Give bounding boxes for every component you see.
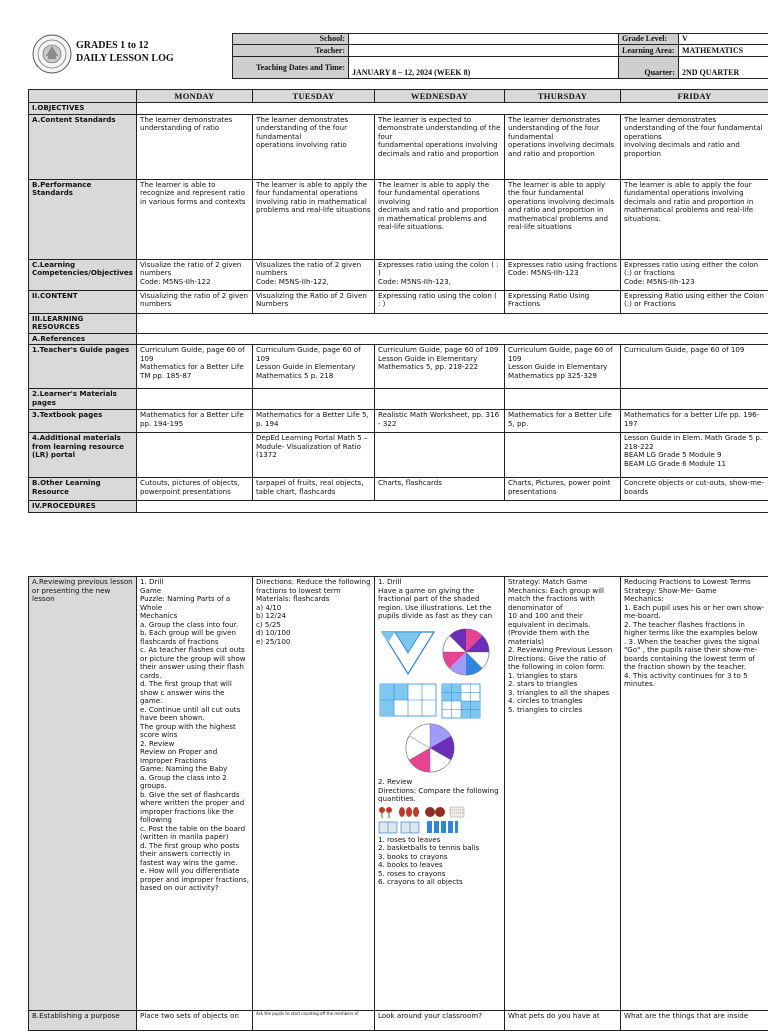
reviewing-thursday: Strategy: Match Game Mechanics: Each group will match the fractions with denominator of 10 and 100 and their equivalent in decimals. (Provide them with the materials) 2. Reviewing Previous Lesson Directions: Give the ratio of the following in colon form: 1. triangles to stars 2. stars to triangles 3. triangles to all the shapes 4. circles to triangles 5. triangles to circles <box>505 577 621 1011</box>
day-friday: FRIDAY <box>621 90 768 103</box>
section-objectives-blank <box>137 103 768 115</box>
row-label-purpose: B.Establishing a purpose <box>29 1011 137 1031</box>
row-label-textbook: 3.Textbook pages <box>29 410 137 433</box>
other-resources-tuesday: tarpapel of fruits, real objects, table chart, flashcards <box>253 478 375 501</box>
learners-materials-monday <box>137 389 253 410</box>
textbook-wednesday: Realistic Math Worksheet, pp. 316 - 322 <box>375 410 505 433</box>
references-blank <box>137 333 768 345</box>
teachers-guide-friday: Curriculum Guide, page 60 of 109 <box>621 345 768 389</box>
tennis-balls-icon <box>449 806 465 818</box>
row-label-reviewing: A.Reviewing previous lesson or presenting the new lesson <box>29 577 137 1011</box>
competencies-wednesday: Expresses ratio using the colon ( : ) Code: M5NS-IIh-123, <box>375 259 505 290</box>
wednesday-compare-list: 1. roses to leaves 2. basketballs to tennis balls 3. books to crayons 4. books to leaves 5. roses to crayons 6. crayons to all objects <box>378 836 501 887</box>
competencies-thursday: Expresses ratio using fractions Code: M5NS-IIh-123 <box>505 259 621 290</box>
shaded-grid-one <box>380 684 436 716</box>
content-tuesday: Visualizing the Ratio of 2 Given Numbers <box>253 290 375 313</box>
additional-friday: Lesson Guide in Elem. Math Grade 5 p. 218-222 BEAM LG Grade 5 Module 9 BEAM LG Grade 6 Module 11 <box>621 433 768 478</box>
purpose-thursday: What pets do you have at <box>505 1011 621 1031</box>
competencies-monday: Visualize the ratio of 2 given numbers Code: M5NS-IIh-122 <box>137 259 253 290</box>
day-wednesday: WEDNESDAY <box>375 90 505 103</box>
compare-quantities-images <box>378 806 501 818</box>
objectives-table <box>28 89 768 513</box>
purpose-friday: What are the things that are inside <box>621 1011 768 1031</box>
learners-materials-wednesday <box>375 389 505 410</box>
leaves-icon <box>397 806 421 818</box>
fraction-shapes <box>378 624 502 774</box>
teacher-label: Teacher: <box>233 45 349 56</box>
other-resources-thursday: Charts, Pictures, power point presentations <box>505 478 621 501</box>
reviewing-friday: Reducing Fractions to Lowest Terms Strategy: Show-Me- Game Mechanics: 1. Each pupil uses his or her own show-me-board. 2. The teacher flashes fractions in higher terms like the examples below . 3. When the teacher gives the signal "Go" , the pupils raise their show-me-boards containing the lowest term of the fraction shown by the teacher. 4. This activity continues for 3 to 5 minutes. <box>621 577 768 1011</box>
day-monday: MONDAY <box>137 90 253 103</box>
compare-quantities-images-two <box>378 820 501 834</box>
performance-standards-monday: The learner is able to recognize and represent ratio in various forms and contexts <box>137 179 253 259</box>
learners-materials-tuesday <box>253 389 375 410</box>
learners-materials-friday <box>621 389 768 410</box>
divided-triangle <box>382 632 434 674</box>
other-resources-monday: Cutouts, pictures of objects, powerpoint presentations <box>137 478 253 501</box>
section-objectives: I.OBJECTIVES <box>29 103 137 115</box>
reviewing-wednesday <box>375 577 505 1011</box>
learners-materials-thursday <box>505 389 621 410</box>
teacher-value <box>349 45 619 56</box>
roses-icon <box>378 806 394 818</box>
log-title <box>76 40 226 65</box>
row-label-learners-materials: 2.Learner's Materials pages <box>29 389 137 410</box>
row-label-competencies: C.Learning Competencies/Objectives <box>29 259 137 290</box>
textbook-monday: Mathematics for a Better Life pp. 194-195 <box>137 410 253 433</box>
wednesday-review-text: 2. Review Directions: Compare the following quantities. <box>378 778 501 804</box>
additional-monday <box>137 433 253 478</box>
pie-chart-two <box>406 724 454 772</box>
content-standards-wednesday: The learner is expected to demonstrate understanding of the four fundamental operations involving decimals and ratio and proportion <box>375 114 505 179</box>
additional-wednesday <box>375 433 505 478</box>
competencies-friday: Expresses ratio using either the colon (:) or fractions Code: M5NS-IIh-123 <box>621 259 768 290</box>
content-standards-monday: The learner demonstrates understanding of ratio <box>137 114 253 179</box>
header-corner <box>29 90 137 103</box>
performance-standards-wednesday: The learner is able to apply the four fundamental operations involving decimals and ratio and proportion in mathematical problems and real-life situations. <box>375 179 505 259</box>
teaching-dates-value: JANUARY 8 – 12, 2024 (WEEK 8) <box>349 56 619 79</box>
section-procedures: IV.PROCEDURES <box>29 501 137 513</box>
teachers-guide-monday: Curriculum Guide, page 60 of 109 Mathematics for a Better Life TM pp. 185-87 <box>137 345 253 389</box>
day-tuesday: TUESDAY <box>253 90 375 103</box>
content-wednesday: Expressing ratio using the colon ( : ) <box>375 290 505 313</box>
row-label-content: II.CONTENT <box>29 290 137 313</box>
quarter-label: Quarter: <box>619 56 679 79</box>
other-resources-wednesday: Charts, flashcards <box>375 478 505 501</box>
content-monday: Visualizing the ratio of 2 given numbers <box>137 290 253 313</box>
teachers-guide-wednesday: Curriculum Guide, page 60 of 109 Lesson Guide in Elementary Mathematics 5, pp. 218-222 <box>375 345 505 389</box>
section-resources-blank <box>137 313 768 333</box>
wednesday-drill-text: 1. Drill Have a game on giving the fractional part of the shaded region. Use illustrations. Let the pupils divide as fast as they can <box>378 578 501 621</box>
row-label-additional-materials: 4.Additional materials from learning resource (LR) portal <box>29 433 137 478</box>
row-label-performance-standards: B.Performance Standards <box>29 179 137 259</box>
additional-tuesday: DepEd Learning Portal Math 5 – Module- Visualization of Ratio (1372 <box>253 433 375 478</box>
grade-level-value: V <box>679 34 768 45</box>
pie-chart-one <box>443 628 489 674</box>
quarter-value: 2ND QUARTER <box>679 56 768 79</box>
additional-thursday <box>505 433 621 478</box>
title-line1: GRADES 1 to 12 <box>76 40 226 53</box>
section-learning-resources: III.LEARNING RESOURCES <box>29 313 137 333</box>
textbook-thursday: Mathematics for a Better Life 5, pp. <box>505 410 621 433</box>
purpose-wednesday: Look around your classroom? <box>375 1011 505 1031</box>
learning-area-value: MATHEMATICS <box>679 45 768 56</box>
reviewing-tuesday: Directions: Reduce the following fractions to lowest term Materials: flashcards a) 4/10 b) 12/24 c) 5/25 d) 10/100 e) 25/100 <box>253 577 375 1011</box>
content-thursday: Expressing Ratio Using Fractions <box>505 290 621 313</box>
teachers-guide-thursday: Curriculum Guide, page 60 of 109 Lesson Guide in Elementary Mathematics pp 325-329 <box>505 345 621 389</box>
teaching-dates-label: Teaching Dates and Time: <box>233 56 349 79</box>
row-label-teachers-guide: 1.Teacher's Guide pages <box>29 345 137 389</box>
row-label-content-standards: A.Content Standards <box>29 114 137 179</box>
title-line2: DAILY LESSON LOG <box>76 53 226 66</box>
info-grid <box>232 33 768 79</box>
other-resources-friday: Concrete objects or cut-outs, show-me- boards <box>621 478 768 501</box>
school-value <box>349 34 619 45</box>
content-standards-tuesday: The learner demonstrates understanding of the four fundamental operations involving ratio <box>253 114 375 179</box>
learning-area-label: Learning Area: <box>619 45 679 56</box>
purpose-monday: Place two sets of objects on <box>137 1011 253 1031</box>
day-thursday: THURSDAY <box>505 90 621 103</box>
section-procedures-blank <box>137 501 768 513</box>
performance-standards-tuesday: The learner is able to apply the four fundamental operations involving ratio in mathematical problems and real-life situations <box>253 179 375 259</box>
row-label-references: A.References <box>29 333 137 345</box>
books-icon <box>378 820 422 834</box>
purpose-tuesday: Ask the pupils to start counting off the members of <box>253 1011 375 1031</box>
content-standards-thursday: The learner demonstrates understanding of the four fundamental operations involving decimals and ratio and proportion <box>505 114 621 179</box>
crayons-icon <box>425 820 459 834</box>
reviewing-monday: 1. Drill Game Puzzle: Naming Parts of a Whole Mechanics a. Group the class into four. b. Each group will be given flashcards of fractions c. As teacher flashes cut outs or picture the group will show their answer using their flash cards. d. The first group that will show c answer wins the game. e. Continue until all cut outs have been shown. The group with the highest score wins 2. Review Review on Proper and Improper Fractions Game: Naming the Baby a. Group the class into 2 groups. b. Give the set of flashcards where written the proper and improper fractions like the following c. Post the table on the board (written in manila paper) d. The first group who posts their answers correctly in fastest way wins the game. e. How will you differentiate proper and improper fractions, based on our activity? <box>137 577 253 1011</box>
shaded-grid-two <box>442 684 480 718</box>
content-friday: Expressing Ratio using either the Colon (:) or Fractions <box>621 290 768 313</box>
procedures-table <box>28 576 768 1031</box>
performance-standards-friday: The learner is able to apply the four fundamental operations involving decimals and ratio and proportion in mathematical problems and real-life situations. <box>621 179 768 259</box>
textbook-friday: Mathematics for a better Life pp. 196-197 <box>621 410 768 433</box>
textbook-tuesday: Mathematics for a Better Life 5, p. 194 <box>253 410 375 433</box>
row-label-other-resources: B.Other Learning Resource <box>29 478 137 501</box>
grade-level-label: Grade Level: <box>619 34 679 45</box>
basketballs-icon <box>424 806 446 818</box>
school-label: School: <box>233 34 349 45</box>
content-standards-friday: The learner demonstrates understanding of the four fundamental operations involving decimals and ratio and proportion <box>621 114 768 179</box>
competencies-tuesday: Visualizes the ratio of 2 given numbers Code: M5NS-IIh-122, <box>253 259 375 290</box>
performance-standards-thursday: The learner is able to apply the four fundamental operations involving decimals and ratio and proportion in mathematical problems and real-life situations <box>505 179 621 259</box>
deped-seal-icon <box>32 34 72 74</box>
teachers-guide-tuesday: Curriculum Guide, page 60 of 109 Lesson Guide in Elementary Mathematics 5 p. 218 <box>253 345 375 389</box>
